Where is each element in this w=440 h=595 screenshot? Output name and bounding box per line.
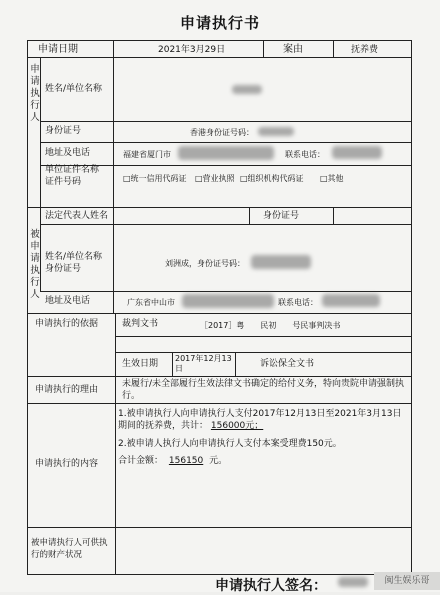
- applicant-phone-label: 联系电话：: [285, 150, 325, 159]
- respondent-name-value: 刘洲成，身份证号码：: [165, 259, 245, 268]
- applicant-address-value: 福建省厦门市: [123, 150, 171, 159]
- applicant-id-label: 身份证号: [45, 126, 82, 136]
- content-item1: [118, 408, 406, 432]
- redacted-respondent-id: [251, 255, 311, 269]
- redacted-name: [232, 85, 262, 94]
- respondent-address-label: 地址及电话: [45, 296, 91, 306]
- reason-text: 未履行/未全部履行生效法律文书确定的给付义务，特向贵院申请强制执行。: [122, 379, 405, 401]
- applicant-cert-label: 单位证件名称 证件号码: [45, 165, 100, 187]
- effective-date-label: 生效日期: [122, 359, 159, 369]
- respondent-address-value: 广东省中山市: [127, 298, 175, 307]
- watermark: 闽生娱乐哥: [374, 572, 440, 590]
- cert-option-business-license[interactable]: □营业执照: [195, 174, 235, 183]
- redacted-signature: [338, 577, 368, 587]
- redacted-phone: [332, 146, 382, 159]
- content-item2: 2.被申请人执行人向申请执行人支付本案受理费150元。: [118, 439, 342, 449]
- applicant-name-label: 姓名/单位名称: [45, 84, 103, 94]
- date-value: 2021年3月29日: [158, 45, 226, 55]
- cert-option-unified-credit[interactable]: □统一信用代码证: [123, 174, 187, 183]
- applicant-side-label: 申请执行人: [30, 64, 40, 123]
- signature-label: 申请执行人签名：: [215, 578, 327, 594]
- total-unit: 元。: [209, 456, 228, 466]
- redacted-id: [258, 127, 294, 136]
- judgment-doc-value: ［2017］粤 民初 号民事判决书: [200, 321, 341, 330]
- applicant-id-value: 香港身份证号码：: [190, 128, 254, 137]
- cause-label: 案由: [283, 44, 303, 55]
- respondent-phone-label: 联系电话：: [278, 298, 318, 307]
- total-row: [118, 456, 227, 467]
- basis-label: 申请执行的依据: [35, 319, 99, 329]
- cause-value: 抚养费: [351, 45, 379, 55]
- legal-rep-label: 法定代表人姓名: [45, 211, 109, 221]
- applicant-address-label: 地址及电话: [45, 148, 91, 158]
- effective-date-value: 2017年12月13 日: [175, 354, 232, 373]
- content-item1-text: 1.被申请执行人向申请执行人支付2017年12月13日至2021年3月13日期间的抚养费，共计：: [118, 409, 402, 431]
- content-item1-amount: 156000元；: [210, 421, 264, 431]
- legal-rep-id-label: 身份证号: [263, 211, 300, 221]
- form-title: 申请执行书: [179, 14, 260, 32]
- redacted-respondent-address: [182, 294, 274, 308]
- preservation-doc-label: 诉讼保全文书: [260, 359, 315, 369]
- total-label: 合计金额：: [118, 456, 164, 466]
- cert-option-other[interactable]: □其他: [320, 174, 344, 183]
- respondent-name-label: 姓名/单位名称 身份证号: [45, 252, 103, 274]
- content-label: 申请执行的内容: [35, 459, 99, 469]
- property-label: 被申请执行人可供执行的财产状况: [31, 538, 108, 560]
- date-label: 申请日期: [38, 44, 78, 55]
- respondent-side-label: 被申请执行人: [30, 229, 40, 300]
- reason-label: 申请执行的理由: [35, 385, 99, 395]
- redacted-address: [178, 146, 274, 160]
- total-value: 156150: [168, 456, 204, 466]
- judgment-doc-label: 裁判文书: [122, 319, 159, 329]
- redacted-respondent-phone: [322, 294, 380, 307]
- cert-option-org-code[interactable]: □组织机构代码证: [240, 174, 304, 183]
